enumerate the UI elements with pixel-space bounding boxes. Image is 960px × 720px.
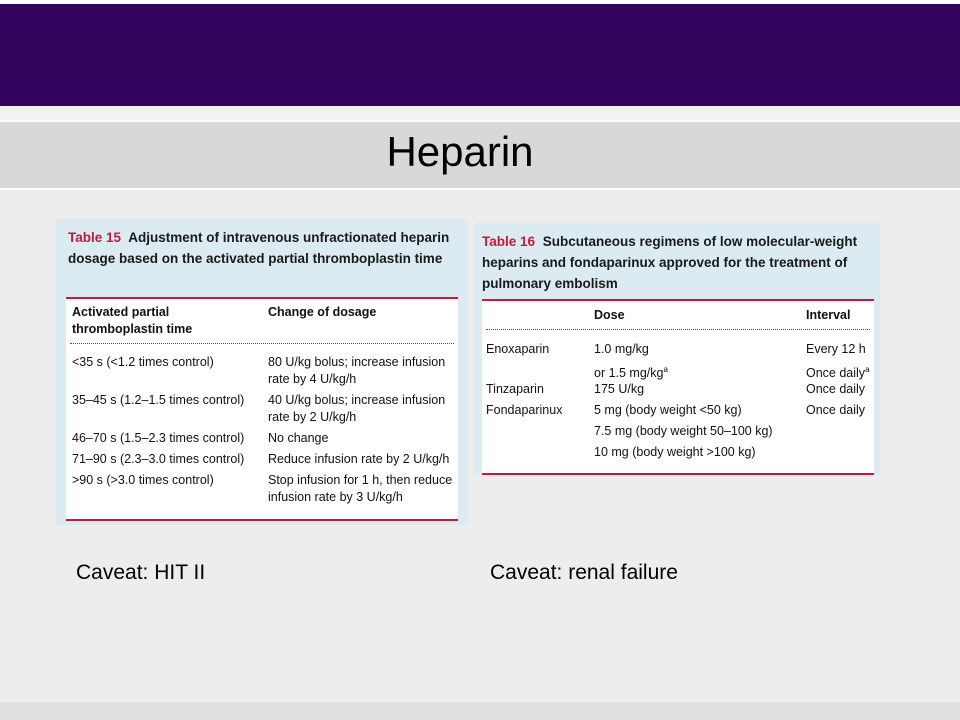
table-16-row-2-dose-footnote: a [663, 365, 668, 374]
table-16-row-3-drug: Tinzaparin [486, 382, 544, 396]
table-15 [56, 219, 468, 525]
table-16 [474, 223, 880, 475]
table-16-row-5-dose: 7.5 mg (body weight 50–100 kg) [594, 424, 773, 438]
table-16-row-4-dose: 5 mg (body weight <50 kg) [594, 403, 742, 417]
table-16-row-2-dose [594, 361, 802, 382]
table-15-row-2-change: 40 U/kg bolus; increase infusion rate by 2 U/kg/h [268, 393, 446, 424]
table-16-caption-text: Subcutaneous regimens of low molecular-weight heparins and fondaparinux approved for the treatment of pulmonary embolism [482, 234, 858, 291]
table-16-caption [482, 231, 874, 294]
table-16-row-1-drug: Enoxaparin [486, 342, 550, 356]
table-16-row-1-interval: Every 12 h [806, 342, 866, 356]
table-15-row-4-change: Reduce infusion rate by 2 U/kg/h [268, 452, 450, 466]
table-15-divider [70, 343, 454, 344]
table-16-header-interval: Interval [806, 308, 851, 322]
caveat-renal: Caveat: renal failure [490, 561, 678, 584]
table-15-header-change: Change of dosage [268, 305, 377, 319]
slide-title: Heparin [386, 128, 534, 175]
header-gap [0, 106, 960, 120]
table-15-row-5-change: Stop infusion for 1 h, then reduce infusion rate by 3 U/kg/h [268, 473, 453, 504]
footer-band [0, 702, 960, 720]
table-15-row-5-aptt: >90 s (>3.0 times control) [72, 473, 214, 487]
table-16-row-2-dose-text: or 1.5 mg/kg [594, 366, 664, 381]
table-15-body [66, 297, 458, 521]
table-16-divider [486, 329, 870, 330]
table-16-body [482, 299, 874, 475]
table-16-row-1-dose: 1.0 mg/kg [594, 342, 649, 356]
table-16-number: Table 16 [482, 234, 536, 249]
table-15-caption-text: Adjustment of intravenous unfractionated heparin dosage based on the activated partial thromboplastin time [68, 230, 450, 266]
table-15-row-3-aptt: 46–70 s (1.5–2.3 times control) [72, 431, 245, 445]
table-16-row-4-drug: Fondaparinux [486, 403, 563, 417]
table-16-row-2-interval-footnote: a [865, 365, 870, 374]
table-15-row-1-aptt: <35 s (<1.2 times control) [72, 355, 214, 369]
table-15-number: Table 15 [68, 230, 122, 245]
caveat-hit: Caveat: HIT II [76, 561, 206, 584]
table-16-row-2-interval-text: Once daily [806, 366, 866, 381]
table-16-row-6-dose: 10 mg (body weight >100 kg) [594, 445, 756, 459]
header-band [0, 4, 960, 106]
table-15-row-1-change: 80 U/kg bolus; increase infusion rate by 4 U/kg/h [268, 355, 446, 386]
table-16-header-dose: Dose [594, 308, 625, 322]
table-16-row-2-interval [806, 361, 874, 382]
table-16-row-3-interval: Once daily [806, 382, 866, 396]
table-16-row-3-dose: 175 U/kg [594, 382, 645, 396]
table-15-header-aptt: Activated partial thromboplastin time [72, 305, 193, 336]
table-15-row-2-aptt: 35–45 s (1.2–1.5 times control) [72, 393, 245, 407]
table-15-row-3-change: No change [268, 431, 329, 445]
table-15-caption [68, 227, 460, 269]
table-16-row-4-interval: Once daily [806, 403, 866, 417]
table-15-row-4-aptt: 71–90 s (2.3–3.0 times control) [72, 452, 245, 466]
